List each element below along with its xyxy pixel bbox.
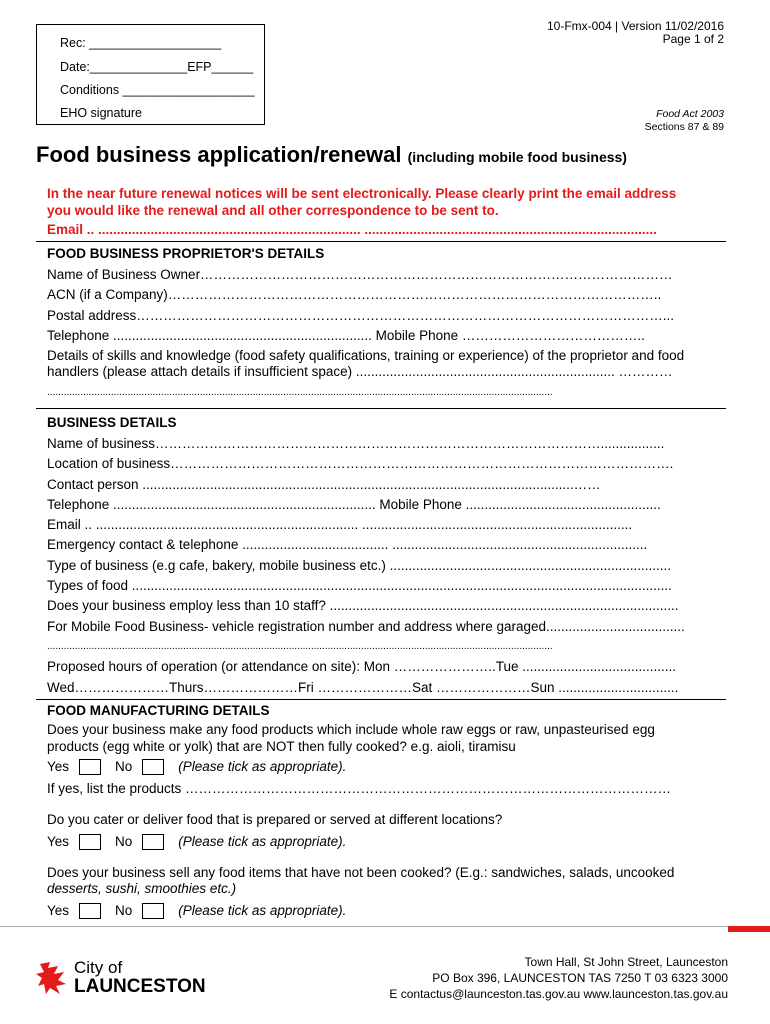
form-version-block	[547, 20, 724, 46]
title-sub: (including mobile food business)	[407, 149, 627, 165]
raw-egg-question-2: products (egg white or yolk) that are NOT then fully cooked? e.g. aioli, tiramisu	[47, 739, 516, 754]
notice-line-2: you would like the renewal and all other correspondence to be sent to.	[47, 203, 499, 218]
yes-label: Yes	[47, 903, 70, 918]
uncooked-tick-row	[47, 903, 727, 919]
divider	[36, 408, 726, 409]
yes-checkbox[interactable]	[79, 759, 101, 775]
page-number: Page 1 of 2	[662, 32, 724, 46]
acn-field[interactable]: ACN (if a Company)………………………………………………………………………………………………..	[47, 287, 662, 302]
notice-email-field[interactable]: Email .. ...................................................................... ..............................................................................	[47, 222, 657, 237]
uncooked-question-2: desserts, sushi, smoothies etc.)	[47, 881, 237, 896]
no-checkbox[interactable]	[142, 903, 164, 919]
catering-question: Do you cater or deliver food that is prepared or served at different locations?	[47, 812, 503, 827]
city-emblem-icon	[36, 960, 68, 996]
business-location-field[interactable]: Location of business………………………………………………………………………………………………….	[47, 456, 674, 471]
emergency-contact-field[interactable]: Emergency contact & telephone ....................................... ....................................................................	[47, 537, 648, 552]
logo-city-of: City of	[74, 958, 123, 977]
business-heading: BUSINESS DETAILS	[47, 415, 177, 430]
yes-checkbox[interactable]	[79, 903, 101, 919]
logo-launceston: LAUNCESTON	[74, 976, 206, 997]
no-label: No	[115, 834, 133, 849]
act-name: Food Act 2003	[656, 108, 724, 120]
no-checkbox[interactable]	[142, 834, 164, 850]
business-type-field[interactable]: Type of business (e.g cafe, bakery, mobile business etc.) ...........................................................................	[47, 558, 671, 573]
act-reference	[645, 108, 724, 133]
proprietor-heading: FOOD BUSINESS PROPRIETOR'S DETAILS	[47, 246, 325, 261]
eho-signature-field[interactable]: EHO signature	[60, 106, 142, 120]
address-line-3: E contactus@launceston.tas.gov.au www.launceston.tas.gov.au	[389, 987, 728, 1001]
food-types-field[interactable]: Types of food ................................................................................................................................................	[47, 578, 672, 593]
hours-field-2[interactable]: Wed…………………Thurs…………………Fri …………………Sat …………………Sun ................................	[47, 680, 679, 695]
skills-label: Details of skills and knowledge (food safety qualifications, training or experience) of the proprietor and food	[47, 348, 685, 363]
tick-instruction: (Please tick as appropriate).	[178, 903, 347, 918]
product-list-field[interactable]: If yes, list the products ………………………………………………………………………………………………	[47, 781, 672, 796]
act-sections: Sections 87 & 89	[644, 120, 724, 133]
vehicle-registration-field[interactable]: For Mobile Food Business- vehicle registration number and address where garaged.....................................	[47, 619, 685, 634]
divider	[36, 699, 726, 700]
owner-name-field[interactable]: Name of Business Owner……………………………………………………………………………………………	[47, 267, 673, 282]
business-name-field[interactable]: Name of business……………………………………………………………………………………….................	[47, 436, 665, 451]
divider	[36, 241, 726, 242]
uncooked-question-1: Does your business sell any food items that have not been cooked? (E.g.: sandwiches, salads, uncooked	[47, 865, 675, 880]
office-use-box	[36, 24, 265, 125]
catering-tick-row	[47, 834, 727, 850]
rec-field[interactable]: Rec: ___________________	[60, 36, 222, 50]
hours-field-1[interactable]: Proposed hours of operation (or attendance on site): Mon …………………..Tue .........................................	[47, 659, 677, 674]
raw-egg-tick-row	[47, 759, 727, 775]
date-efp-field[interactable]: Date:______________EFP______	[60, 60, 254, 74]
no-label: No	[115, 759, 133, 774]
business-telephone-field[interactable]: Telephone ...................................................................... Mobile Phone ....................................................	[47, 497, 661, 512]
address-line-1: Town Hall, St John Street, Launceston	[524, 955, 728, 969]
staff-count-field[interactable]: Does your business employ less than 10 staff? .............................................................................................	[47, 598, 679, 613]
footer-accent-bar	[728, 926, 770, 932]
skills-field[interactable]: handlers (please attach details if insufficient space) ..................................................................... …………	[47, 364, 673, 379]
business-email-field[interactable]: Email .. ...................................................................... ........................................................................	[47, 517, 633, 532]
proprietor-telephone-field[interactable]: Telephone ..................................................................... Mobile Phone …………………………………..	[47, 328, 645, 343]
skills-field-extra[interactable]: ......................................................................................................................................................................................	[47, 387, 553, 398]
yes-label: Yes	[47, 759, 70, 774]
postal-address-field[interactable]: Postal address………………………………………………………………………………………………………...	[47, 308, 675, 323]
vehicle-registration-field-extra[interactable]: ......................................................................................................................................................................................	[47, 641, 553, 652]
yes-label: Yes	[47, 834, 70, 849]
address-line-2: PO Box 396, LAUNCESTON TAS 7250 T 03 6323 3000	[432, 971, 728, 985]
form-id: 10-Fmx-004 | Version 11/02/2016	[547, 19, 724, 33]
footer-divider	[0, 926, 770, 927]
tick-instruction: (Please tick as appropriate).	[178, 759, 347, 774]
notice-line-1: In the near future renewal notices will be sent electronically. Please clearly print the email address	[47, 186, 677, 201]
raw-egg-question-1: Does your business make any food products which include whole raw eggs or raw, unpasteurised egg	[47, 722, 655, 737]
tick-instruction: (Please tick as appropriate).	[178, 834, 347, 849]
page-title	[36, 142, 627, 168]
no-checkbox[interactable]	[142, 759, 164, 775]
manufacturing-heading: FOOD MANUFACTURING DETAILS	[47, 703, 270, 718]
no-label: No	[115, 903, 133, 918]
contact-person-field[interactable]: Contact person ...................................................................................................................……	[47, 477, 601, 492]
conditions-field[interactable]: Conditions ___________________	[60, 83, 255, 97]
footer-address	[389, 954, 728, 1002]
title-main: Food business application/renewal	[36, 142, 402, 167]
yes-checkbox[interactable]	[79, 834, 101, 850]
